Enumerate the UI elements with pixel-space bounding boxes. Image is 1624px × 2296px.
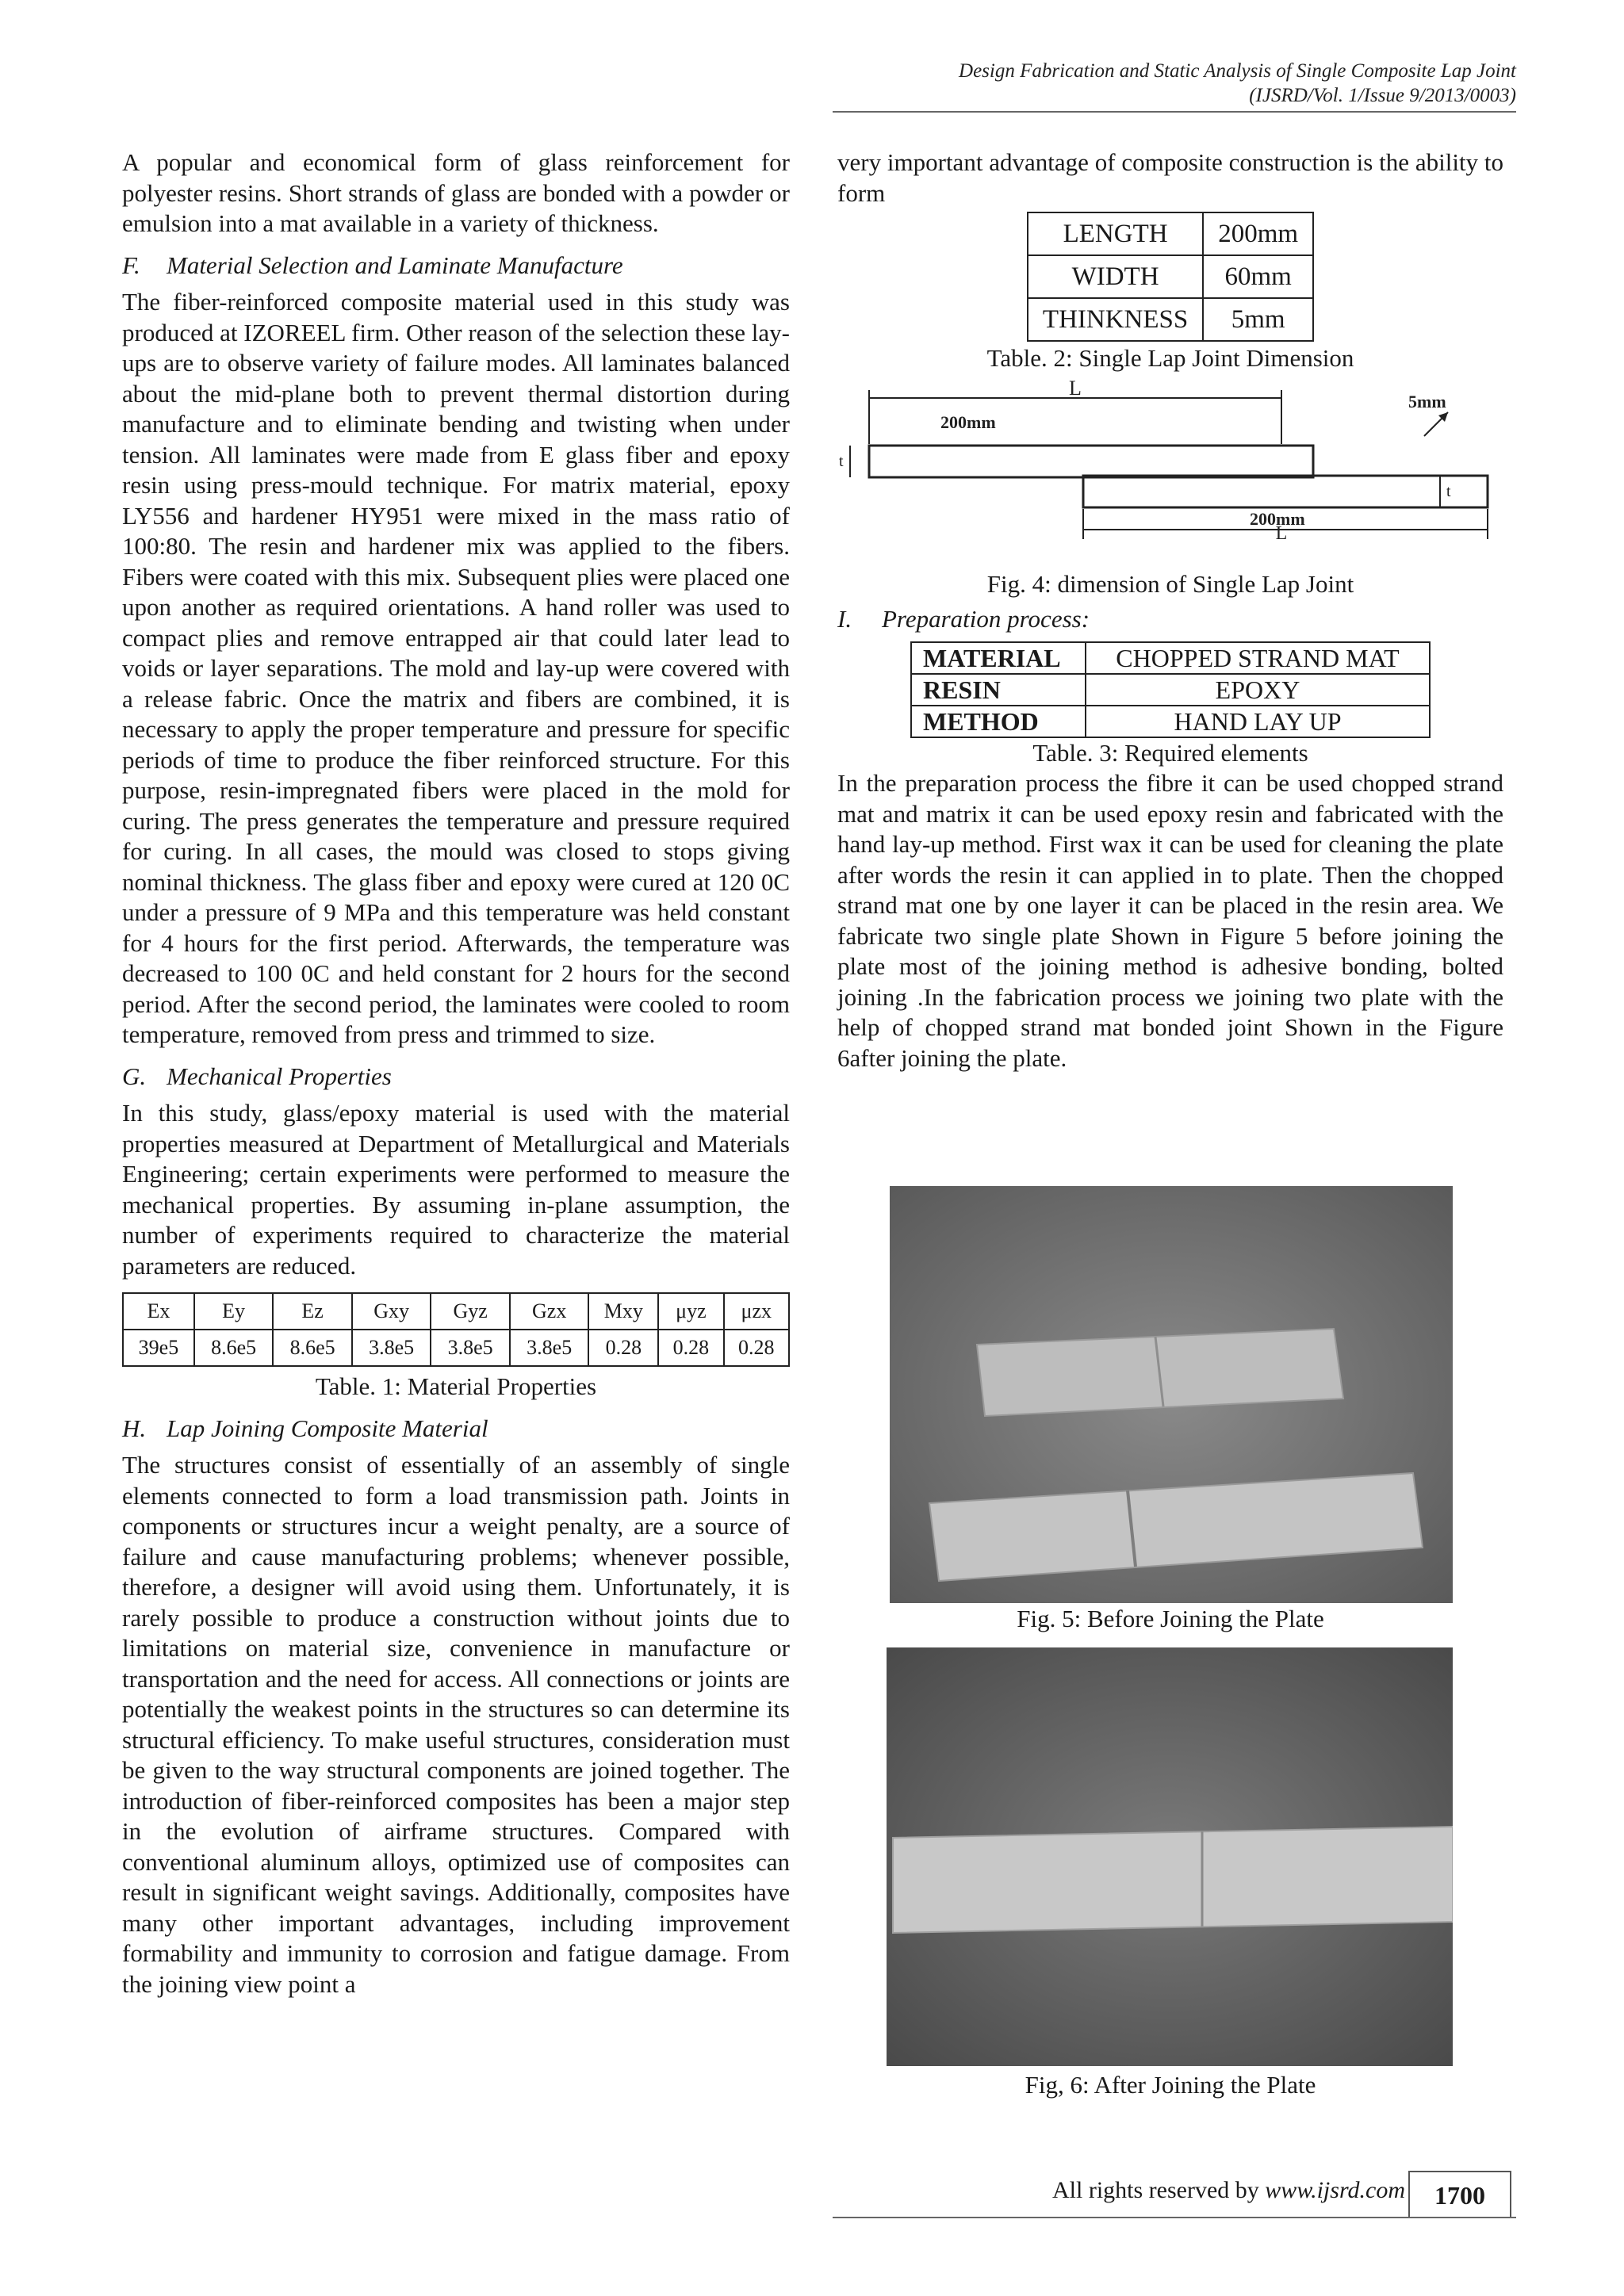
photo-after-joining [887, 1647, 1453, 2066]
table-cell: 8.6e5 [273, 1330, 352, 1366]
table-cell: 5mm [1203, 298, 1313, 341]
table-3-caption: Table. 3: Required elements [1032, 738, 1308, 767]
table-row [911, 706, 1430, 737]
section-title: Mechanical Properties [167, 1062, 392, 1090]
website-link[interactable]: www.ijsrd.com [1265, 2177, 1405, 2203]
photo-after-joining-image [887, 1647, 1453, 2066]
table-cell: 3.8e5 [510, 1330, 589, 1366]
table-cell: 0.28 [658, 1330, 723, 1366]
section-title: Material Selection and Laminate Manufacture [167, 251, 623, 279]
running-header [959, 59, 1516, 108]
left-column [122, 147, 790, 1999]
table-cell: RESIN [911, 674, 1086, 706]
rights-text: All rights reserved by [1052, 2177, 1266, 2203]
figure-4-caption: Fig. 4: dimension of Single Lap Joint [986, 569, 1354, 598]
table-cell: THINKNESS [1028, 298, 1203, 341]
table-cell: WIDTH [1028, 255, 1203, 298]
table-header-row [123, 1293, 789, 1330]
figure-5-caption: Fig. 5: Before Joining the Plate [1017, 1605, 1324, 1632]
table-cell: Gxy [352, 1293, 431, 1330]
table-row [1028, 255, 1313, 298]
label-l-top: L [1069, 380, 1082, 400]
table-cell: Ez [273, 1293, 352, 1330]
footer-rights [1052, 2177, 1405, 2204]
table-cell: μzx [724, 1293, 789, 1330]
table-cell: Gyz [431, 1293, 510, 1330]
section-heading-i [837, 604, 1503, 635]
table-cell: 200mm [1203, 212, 1313, 255]
paragraph-lap-joining: The structures consist of essentially of an assembly of single elements connected to form a load transmission path. Joints in components or structures incur a weight penalty, are a source of failure and cause manufacturing problems; whenever possible, therefore, a designer will avoid using them. Unfortunately, it is rarely possible to produce a construction without joints due to limitations on material size, convenience in manufacture or transportation and the need for access. All connections or joints are potentially the weakest points in the structures so can determine its structural efficiency. To make useful structures, consideration must be given to the way structural components are joined together. The introduction of fiber-reinforced composites has been a major step in the evolution of airframe structures. Compared with conventional aluminum alloys, optimized use of composites can result in significant weight savings. Additionally, composites have many other important advantages, including improvement formability and immunity to corrosion and fatigue damage. From the joining view point a [122, 1451, 790, 1998]
table-cell: 3.8e5 [431, 1330, 510, 1366]
label-length-bottom: 200mm [1250, 508, 1305, 529]
section-title: Lap Joining Composite Material [167, 1414, 488, 1442]
page-number: 1700 [1408, 2171, 1511, 2218]
table-cell: Ex [123, 1293, 194, 1330]
section-number: H. [122, 1414, 147, 1442]
dimension-table [1027, 212, 1314, 342]
table-cell: 60mm [1203, 255, 1313, 298]
table-1-caption: Table. 1: Material Properties [315, 1372, 597, 1400]
required-elements-table [910, 641, 1431, 738]
table-row [123, 1330, 789, 1366]
label-t-left: t [839, 452, 844, 470]
section-number: F. [122, 251, 140, 279]
upper-plate [869, 446, 1313, 477]
photo-before-joining [890, 1186, 1453, 1603]
paragraph-material-selection: The fiber-reinforced composite material used in this study was produced at IZOREEL firm. Other reason of the selection these lay-ups are to observe variety of failure modes. All laminates balanced about the mid-plane both to prevent thermal distortion during manufacture and to eliminate bending and twisting when under tension. All laminates were made from E glass fiber and epoxy resin using press-mould technique. For matrix material, epoxy LY556 and hardener HY951 were mixed in the mass ratio of 100:80. The resin and hardener mix was applied to the fibers. Fibers were coated with this mix. Subsequent plies were placed one upon another as required orientations. A hand roller was used to compact plies and remove entrapped air that could later lead to voids or layer separations. The mold and lay-up were covered with a release fabric. Once the matrix and fibers are combined, it is necessary to apply the proper temperature and pressure for specific periods of time to produce the fiber reinforced structure. For this purpose, resin-impregnated fibers were placed in the mold for curing. The press generates the temperature and pressure required for curing. In all cases, the mould was closed to stops giving nominal thickness. The glass fiber and epoxy were cured at 120 0C under a pressure of 9 MPa and this temperature was held constant for 4 hours for the first period. Afterwards, the temperature was decreased to 100 0C and held constant for 2 hours for the second period. After the second period, the laminates were cooled to room temperature, removed from press and trimmed to size. [122, 288, 790, 1048]
section-title: Preparation process: [882, 605, 1090, 633]
table-cell: μyz [658, 1293, 723, 1330]
table-cell: 3.8e5 [352, 1330, 431, 1366]
section-heading-g [122, 1062, 790, 1093]
figure-6-caption: Fig, 6: After Joining the Plate [1025, 2071, 1316, 2099]
table-row [911, 642, 1430, 674]
table-cell: MATERIAL [911, 642, 1086, 674]
table-cell: HAND LAY UP [1086, 706, 1430, 737]
table-cell: CHOPPED STRAND MAT [1086, 642, 1430, 674]
table-row [1028, 298, 1313, 341]
table-2-caption: Table. 2: Single Lap Joint Dimension [986, 344, 1354, 372]
paragraph-preparation: In the preparation process the fibre it can be used chopped strand mat and matrix it can be used epoxy resin and fabricated with the hand lay-up method. First wax it can be used for cleaning the plate after words the resin it can applied in to plate. Then the chopped strand mat one by one layer it can be placed in the resin area. We fabricate two single plate Shown in Figure 5 before joining the plate most of the joining method is adhesive bonding, bolted joining .In the fabrication process we joining two plate with the help of chopped strand mat bonded joint Shown in the Figure 6after joining the plate. [837, 769, 1503, 1072]
lap-joint-schematic [837, 381, 1503, 539]
footer-divider [833, 2217, 1516, 2218]
table-cell: Ey [194, 1293, 274, 1330]
header-divider [833, 111, 1516, 113]
table-cell: 0.28 [588, 1330, 658, 1366]
table-cell: LENGTH [1028, 212, 1203, 255]
table-cell: METHOD [911, 706, 1086, 737]
label-t-right: t [1446, 482, 1451, 500]
table-row [1028, 212, 1313, 255]
table-cell: 0.28 [724, 1330, 789, 1366]
table-cell: 8.6e5 [194, 1330, 274, 1366]
lower-plate [1083, 476, 1488, 507]
header-volume: (IJSRD/Vol. 1/Issue 9/2013/0003) [1249, 85, 1516, 106]
continued-paragraph: very important advantage of composite construction is the ability to form [837, 148, 1503, 207]
section-heading-f [122, 251, 790, 281]
label-l-bottom: L [1275, 522, 1288, 539]
label-thickness: 5mm [1408, 391, 1446, 411]
section-heading-h [122, 1414, 790, 1445]
header-title: Design Fabrication and Static Analysis of Single Composite Lap Joint [959, 60, 1516, 82]
label-length-top: 200mm [940, 411, 996, 432]
table-cell: Gzx [510, 1293, 589, 1330]
table-row [911, 674, 1430, 706]
table-cell: Mxy [588, 1293, 658, 1330]
intro-paragraph: A popular and economical form of glass reinforcement for polyester resins. Short strands of glass are bonded with a powder or emulsion into a mat available in a variety of thickness. [122, 148, 790, 237]
material-properties-table [122, 1292, 790, 1367]
section-number: G. [122, 1062, 147, 1090]
section-number: I. [837, 605, 852, 633]
paragraph-mechanical-properties: In this study, glass/epoxy material is used with the material properties measured at Department of Metallurgical and Materials Engineering; certain experiments were performed to measure the mechanical properties. By assuming in-plane assumption, the number of experiments required to characterize the material parameters are reduced. [122, 1099, 790, 1280]
photo-before-joining-image [890, 1186, 1453, 1603]
right-column [837, 147, 1503, 1073]
table-cell: EPOXY [1086, 674, 1430, 706]
table-cell: 39e5 [123, 1330, 194, 1366]
